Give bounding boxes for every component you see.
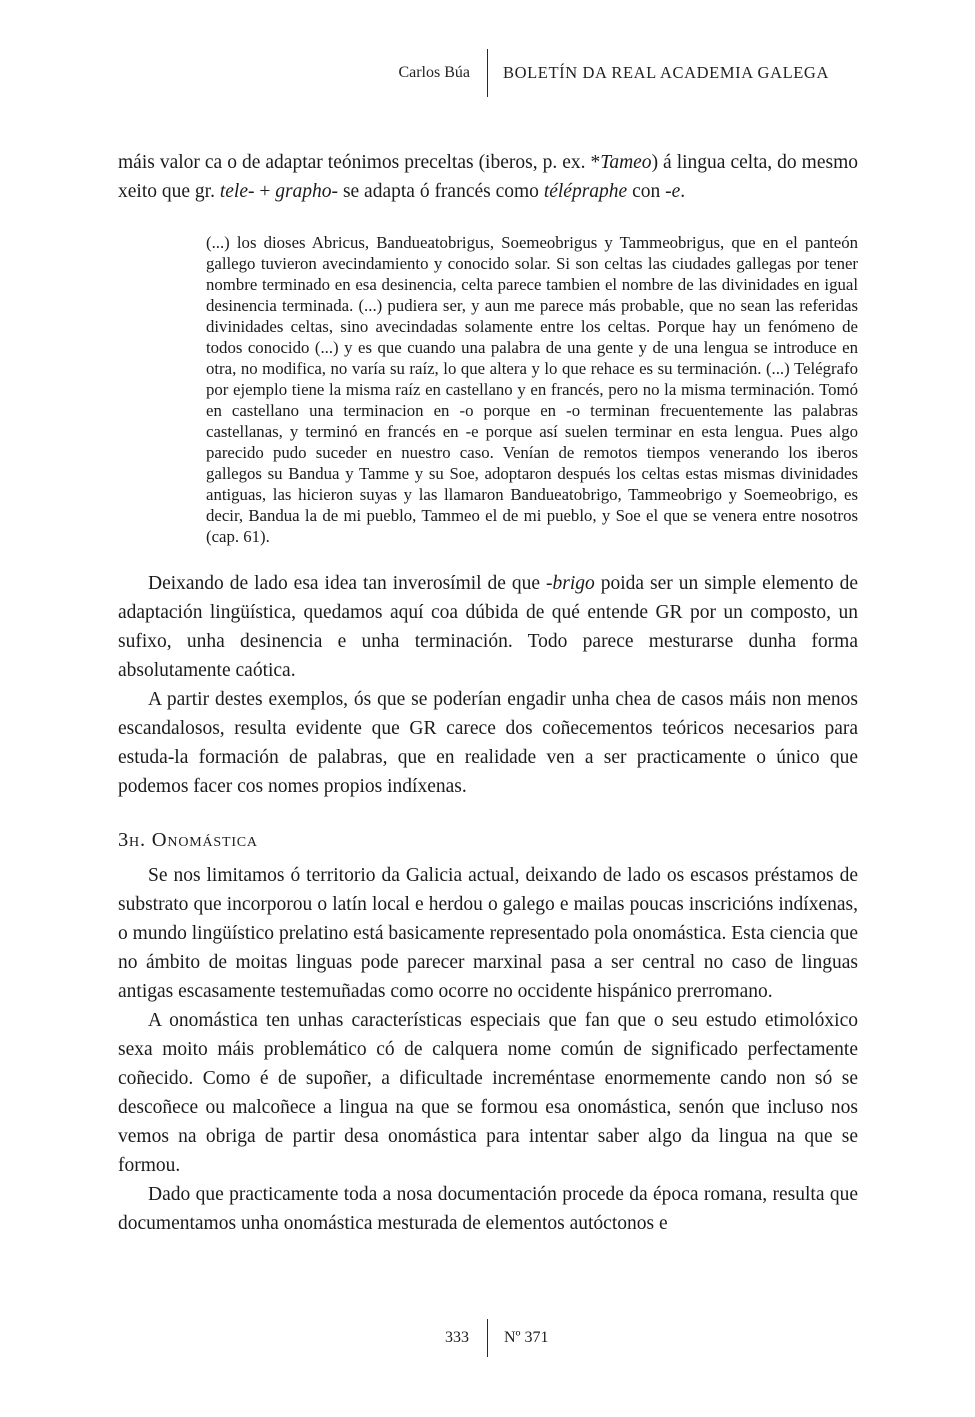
paragraph-a-partir: A partir destes exemplos, ós que se poderían engadir unha chea de casos máis non menos escandalosos, resulta evidente que GR carece dos coñecementos teóricos necesarios para estuda-la formación de palabras, que en realidade ven a ser practicamente o único que podemos facer cos nomes propios indíxenas.: [118, 689, 858, 797]
paragraph-dado-que: Dado que practicamente toda a nosa documentación procede da época romana, resulta que documentamos unha onomástica mesturada de elementos autóctonos e: [118, 1184, 858, 1234]
paragraph-a-onomastica: A onomástica ten unhas características especiais que fan que o seu estudo etimolóxico sexa moito máis problemático có de calquera nome común de significado perfectamente coñecido. Como é de supoñer, a dificultade increméntase enormemente cando non só se descoñece ou malcoñece a lingua na que se formou esa onomástica, senón que incluso nos vemos na obriga de partir desa onomástica para intentar saber algo da lingua na que se formou.: [118, 1010, 858, 1176]
author-name: Carlos Búa: [398, 64, 470, 81]
block-quote: (...) los dioses Abricus, Bandueatobrigus, Soemeobrigus y Tammeobrigus, que en el panteón gallego tuvieron avecindamiento y conocido solar. Si son celtas las ciudades gallegas por tener nombre terminado en esa desinencia, celta parece tambien el nombre de las divinidades en igual desinencia terminada. (...) pudiera ser, y aun me parece más probable, que no sean las referidas divinidades celtas, sino avecindadas solamente entre los celtas. Porque hay un fenómeno de todos conocido (...) y es que cuando una palabra de una gente y de una lengua se introduce en otra, no modifica, no varía su raíz, lo que altera y lo que rehace es su terminación. (...) Telégrafo por ejemplo tiene la misma raíz en castellano y en francés, pero no la misma terminación. Tomó en castellano una terminacion en -o porque en -o terminan frecuentemente las palabras castellanas, y terminó en francés en -e porque así suelen terminar en esta lengua. Pues algo parecido pudo suceder en nuestro caso. Venían de remotos tiempos venerando los iberos gallegos su Bandua y Tamme y su Soe, adoptaron después los celtas estas mismas divinidades antiguas, las hicieron suyas y las llamaron Bandueatobrigo, Tammeobrigo y Soemeobrigo, es decir, Bandua la de mi pueblo, Tammeo el de mi pueblo, y Soe el que se venera entre nosotros (cap. 61).: [206, 233, 858, 546]
paragraph-se-nos: Se nos limitamos ó territorio da Galicia actual, deixando de lado os escasos préstamos de substrato que incorporou o latín local e herdou o galego e mailas poucas inscricións indíxenas, o mundo lingüístico prelatino está basicamente representado pola onomástica. Esta ciencia que no ámbito de moitas linguas pode parecer marxinal pasa a ser central no caso de linguas antigas escasamente testemuñadas como ocorre no occidente hispánico prerromano.: [118, 865, 858, 1002]
text-column: [118, 0, 858, 1238]
issue-number: Nº 371: [504, 1329, 549, 1346]
paragraph-deixando: Deixando de lado esa idea tan inverosímil de que -brigo poida ser un simple elemento de adaptación lingüística, quedamos aquí coa dúbida de qué entende GR por un composto, un sufixo, unha desinencia e unha terminación. Todo parece mesturarse dunha forma absolutamente caótica.: [118, 573, 859, 681]
page-footer: [0, 1318, 975, 1358]
section-heading: 3h. Onomástica: [118, 829, 258, 851]
opening-paragraph: máis valor ca o de adaptar teónimos preceltas (iberos, p. ex. *Tameo) á lingua celta, do mesmo xeito que gr. tele- + grapho- se adapta ó francés como télépraphe con -e.: [118, 152, 858, 202]
page-number: 333: [445, 1329, 469, 1346]
journal-title: BOLETÍN DA REAL ACADEMIA GALEGA: [503, 63, 829, 82]
